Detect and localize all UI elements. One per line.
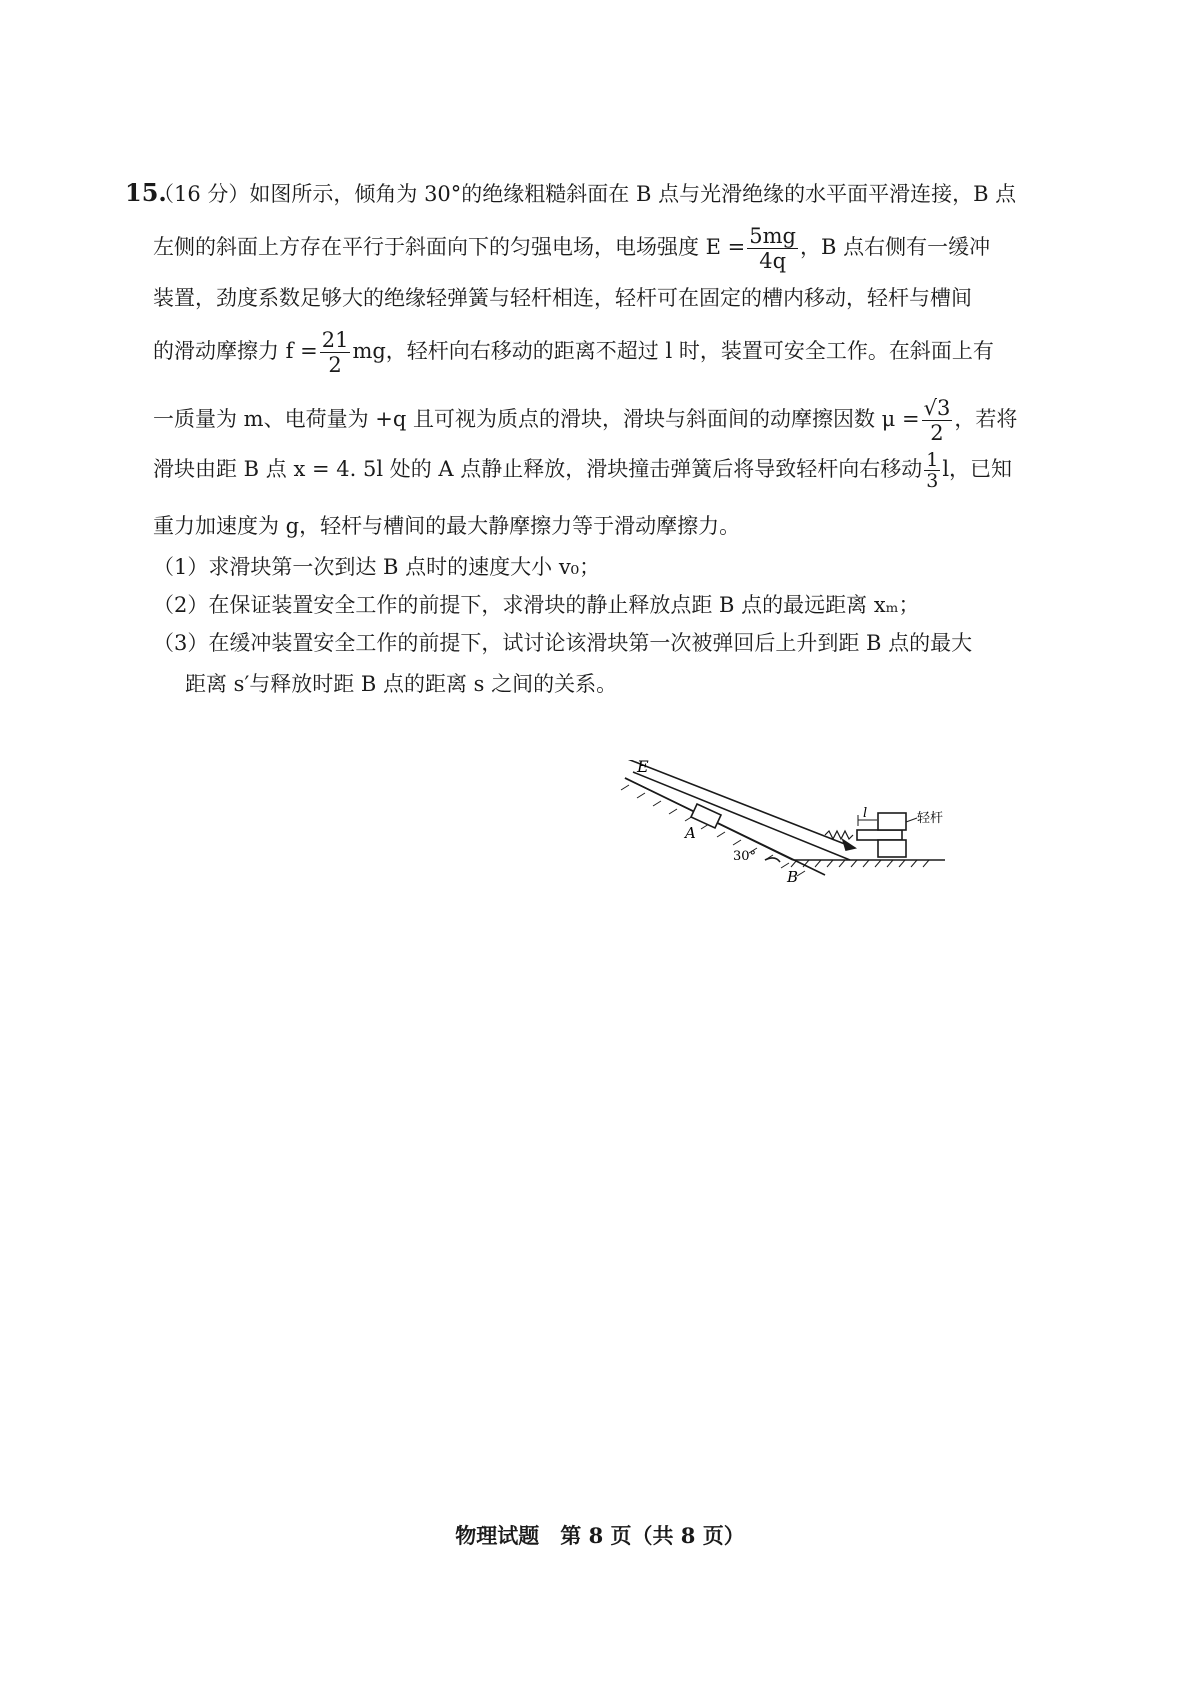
mu-fraction	[922, 396, 953, 445]
problem-line-7: 重力加速度为 g，轻杆与槽间的最大静摩擦力等于滑动摩擦力。	[153, 514, 741, 538]
friction-fraction	[320, 328, 351, 377]
problem-line-6	[153, 450, 1012, 491]
problem-line-4b: mg，轻杆向右移动的距离不超过 l 时，装置可安全工作。在斜面上有	[352, 339, 994, 363]
fraction-numerator: 1	[926, 449, 939, 471]
fraction-numerator: 21	[321, 328, 349, 352]
sub-question-1: （1）求滑块第一次到达 B 点时的速度大小 v₀；	[153, 555, 601, 579]
problem-line-3: 装置，劲度系数足够大的绝缘轻弹簧与轻杆相连，轻杆可在固定的槽内移动，轻杆与槽间	[153, 286, 972, 310]
field-arrow-head	[843, 840, 855, 850]
fraction-denominator: 3	[926, 470, 939, 492]
slot-lower	[878, 840, 906, 857]
slot-upper	[878, 813, 906, 830]
label-angle: 30°	[733, 849, 757, 864]
fraction-denominator: 2	[328, 353, 342, 377]
fraction-denominator: 4q	[759, 249, 787, 273]
problem-line-2a: 左侧的斜面上方存在平行于斜面向下的匀强电场，电场强度 E =	[153, 235, 746, 259]
problem-number: 15.	[125, 178, 167, 207]
problem-line-1: （16 分）如图所示，倾角为 30°的绝缘粗糙斜面在 B 点与光滑绝缘的水平面平滑连接，B 点	[153, 182, 1017, 206]
sub-question-3-cont: 距离 s′与释放时距 B 点的距离 s 之间的关系。	[185, 672, 618, 696]
problem-line-5	[153, 396, 1017, 445]
label-l: l	[863, 806, 868, 821]
problem-line-4a: 的滑动摩擦力 f =	[153, 339, 318, 363]
fraction-numerator: √3	[923, 396, 951, 420]
label-E: E	[637, 760, 649, 776]
field-strength-fraction	[747, 224, 798, 273]
sub-question-2: （2）在保证装置安全工作的前提下，求滑块的静止释放点距 B 点的最远距离 xₘ；	[153, 593, 920, 617]
problem-line-2b: ，B 点右侧有一缓冲	[800, 235, 991, 259]
fraction-numerator: 5mg	[749, 224, 796, 248]
problem-line-2	[153, 224, 990, 273]
page-footer: 物理试题 第 8 页（共 8 页）	[455, 1523, 745, 1548]
rod-leader	[906, 818, 917, 822]
problem-line-4	[153, 328, 994, 377]
incline-figure	[615, 760, 1035, 940]
field-line-lower	[633, 772, 850, 860]
label-A: A	[685, 824, 696, 842]
label-B: B	[787, 868, 799, 886]
sub-question-3: （3）在缓冲装置安全工作的前提下，试讨论该滑块第一次被弹回后上升到距 B 点的最大	[153, 631, 973, 655]
problem-line-6b: l，已知	[942, 457, 1013, 481]
fraction-denominator: 2	[930, 421, 944, 445]
problem-line-5b: ，若将	[954, 407, 1018, 431]
ground-hatching	[791, 860, 929, 867]
problem-line-6a: 滑块由距 B 点 x = 4. 5l 处的 A 点静止释放，滑块撞击弹簧后将导致轻杆向右移动	[153, 457, 923, 481]
label-rod: 轻杆	[917, 811, 944, 826]
angle-arc	[765, 858, 780, 862]
problem-line-5a: 一质量为 m、电荷量为 +q 且可视为质点的滑块，滑块与斜面间的动摩擦因数 μ =	[153, 407, 920, 431]
displacement-fraction	[924, 450, 940, 491]
light-rod	[857, 830, 902, 840]
